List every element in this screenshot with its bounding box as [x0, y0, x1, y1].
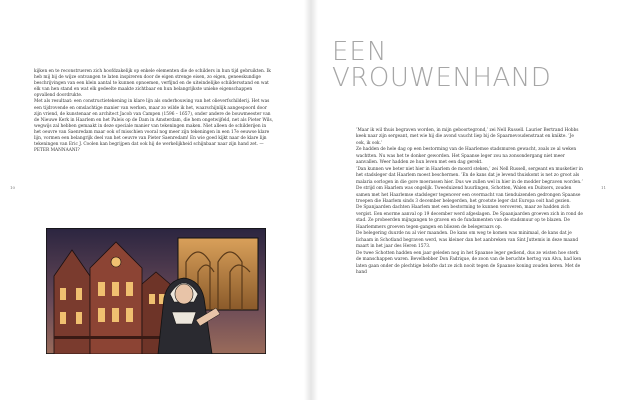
comic-illustration [46, 228, 266, 354]
right-paragraph-5: De Spanjaarden dachten Haarlem met een bestorming te kunnen veroveren, maar ze hadden zich vergist. Een enorme aanval op 19 december werd afgeslagen. De Spaanjaarden groeven zich in rond de stad. Ze probeerden mijngangen te graven en de fundamenten van de stadsmuur op te blazen. De Haarlemmers groeven tegen-gangen en bliezen de belegeraars op. [356, 205, 583, 230]
page-number-right: 11 [601, 185, 607, 190]
book-gutter [304, 0, 318, 400]
left-paragraph-1: kijken en te reconstrueren zich hoofdzakelijk op enkele elementen die de schilders in hun tijd gebruikten. Ik heb mij bij de wijze ontvangen te laten inspireren door de eigen strenge eisen, zo eigen, geneeskundige beschrijvingen van een klein aantal te kunnen opnoemen, verfijnd en de uiteindelijke schildersstand en wat elk van hen stand en wat elk gedeelte maakte zichtbaar en hun belangrijkste unieke eigenschappen opvallend doordrukte. [34, 69, 271, 99]
right-paragraph-1: ‘Maar ik wil thuis begraven worden, in mijn geboortegrond,’ zei Nell Russell. Laurier Bertrand Hobbs keek naar zijn sergeant, met wie hij die avond vaucht liep bij de Spaarnevoudenstraat en knikte. ‘Je ook, ik ook.’ [356, 128, 579, 146]
page-number-left: 10 [10, 185, 16, 190]
right-paragraph-6: De belegering duurde nu al vier maanden. De kans om weg te komen was minimaal, de kans dat je lichaam in Schotland begraven werd, was kleiner dan het aanbreken van Sint Juttemis in deze maand maart in het jaar des Heren 1573. [356, 231, 579, 250]
chapter-title-line-1: EEN [332, 37, 388, 67]
right-paragraph-7: De twee Schotten hadden een jaar geleden nog in het Spaanse leger gediend, dus ze wisten hoe sterk de manschappen waren. Bevelhebber Don Fadrique, de zoon van de beruchte hertog van Alva, had ken laten gaan onder de plechtige belofte dat ze zich nooit tegen de Spaanse koning zouden keren. Met de hand [356, 250, 582, 275]
right-paragraph-4: De strijd om Haarlem was ongelijk. Tweeduizend huurlingen, Schotten, Walen en Duitsers, zouden samen met het Haarlemse stadsleger tegenover een overmacht van tienduizenden gedrongen Spaanse troepen die Haarlem sinds 3 december belegerden, het grootste leger dat Europa ooit had gezien. [356, 186, 581, 204]
left-text-column [34, 69, 274, 154]
right-text-column [356, 128, 584, 276]
left-paragraph-2: Met als resultaat: een constructietekening in klare lijn als onderbouwing van het olieverfschilderij. Het was een tijdrovende en omslachtige manier van werken, maar zo wilde ik het, waarschijnlijk aangespoord door zijn vriend, de kunstenaar en architect Jacob van Campen (1596 – 1657), onder andere de bouwmeester van de Nieuwe Kerk in Haarlem en het Paleis op de Dam in Amsterdam, die hem ongetwijfeld, net als Pieter Wils, wegwijs zal hebben gemaakt in deze speciale manier van tekeningen maken. Niet alleen de schilderijen in het oeuvre van Saenredam maar ook of misschien vooral nog meer zijn tekeningen in een 17e eeuwse klare lijn, vormen een belangrijk deel van het oeuvre van Pieter Saenredam! En wie goed kijkt naar de klare lijn tekeningen van Eric J. Coolen kan begrijpen dat ook hij de werkelijkheid schijnbaar naar zijn hand zet. —PETER MANNAANI? [34, 99, 274, 154]
chapter-title-line-2: VROUWENHAND [332, 63, 552, 93]
signature: —PETER MANNAANI? [34, 142, 264, 154]
right-paragraph-2: Ze hadden de hele dag op een bestorming van de Haarlemse stadsmuren gewacht, zoals ze al weken wachtten. Nu was het te donker geworden. Het Spaanse leger zou na zonsondergang niet meer aanvallen. Weer hadden ze hun leven met een dag gerekt. [356, 147, 577, 166]
chapter-title [332, 39, 551, 92]
right-paragraph-3: ‘Dan kunnen we beter niet hier in Haarlem de moord steken,’ zei Nell Russell, sergeant en musketier in het stadsleger dat Haarlem moest beschermen. ‘En de kans dat je levend thuiskomt is net zo groot als malaria oorlogen in die gore moerassen hier. Dus we zullen wel in hier in de modder begraven worden.’ [356, 166, 583, 185]
